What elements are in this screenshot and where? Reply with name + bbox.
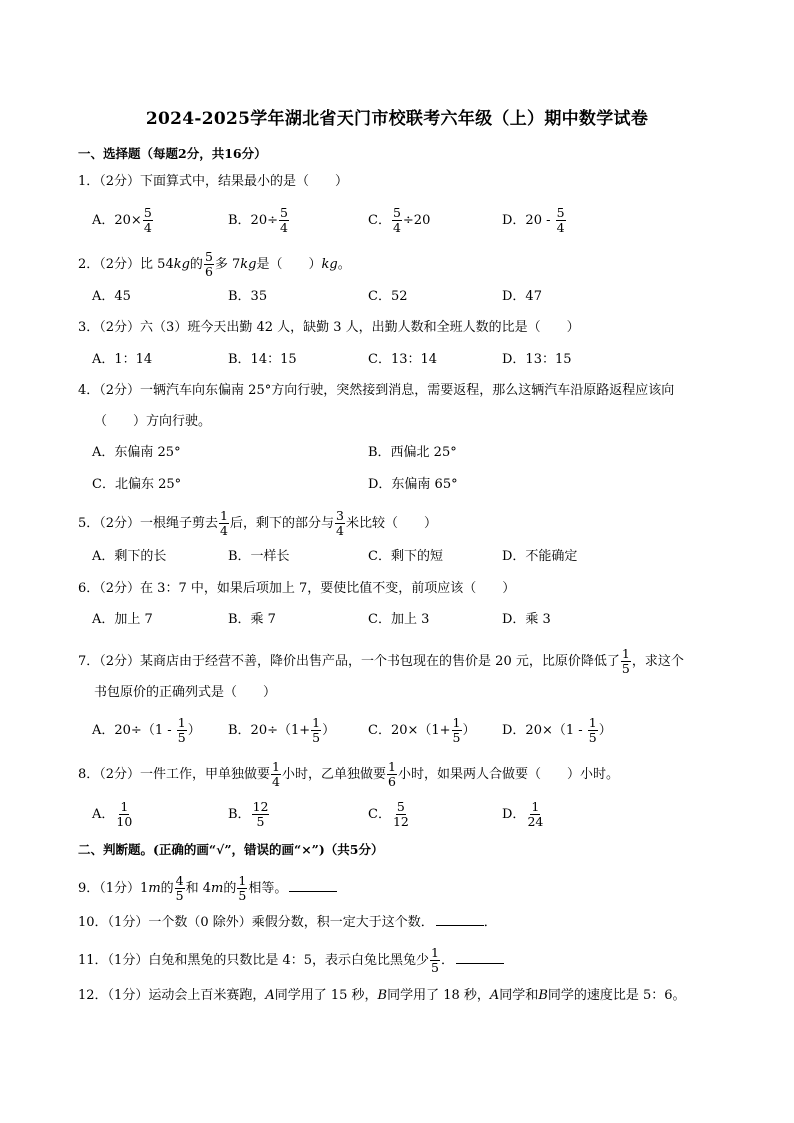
option-4d: D．东偏南 65° bbox=[368, 477, 458, 492]
question-3: 3．（2分）六（3）班今天出勤 42 人，缺勤 3 人，出勤人数和全班人数的比是（ ） bbox=[78, 320, 580, 335]
option-3b: B．14：15 bbox=[228, 352, 297, 367]
question-11: 11．（1分）白兔和黑兔的只数比是 4：5，表示白兔比黑兔少 $\frac{1}{5}$ ． bbox=[78, 946, 504, 975]
option-1c: C． $\frac{5}{4}$ ÷20 bbox=[368, 205, 431, 235]
option-1d: D．20 - $\frac{5}{4}$ bbox=[502, 205, 565, 235]
option-4b: B．西偏北 25° bbox=[368, 445, 457, 460]
question-9: 9．（1分）1m的 $\frac{4}{5}$ 和 4m的 $\frac{1}{5}$ 相等。 bbox=[78, 874, 337, 903]
option-1a: A．20× $\frac{5}{4}$ bbox=[92, 205, 152, 235]
option-3a: A．1：14 bbox=[92, 352, 153, 367]
option-1b: B．20÷ $\frac{5}{4}$ bbox=[228, 205, 288, 235]
question-10: 10．（1分）一个数（0 除外）乘假分数，积一定大于这个数． ． bbox=[78, 915, 497, 930]
option-7d: D．20×（1 - $\frac{1}{5}$ ） bbox=[502, 715, 612, 745]
option-6a: A．加上 7 bbox=[92, 612, 153, 627]
option-5a: A．剩下的长 bbox=[92, 549, 167, 564]
option-8c: C． $\frac{5}{12}$ bbox=[368, 799, 409, 829]
section-heading-choice: 一、选择题（每题2分，共16分） bbox=[78, 146, 267, 161]
option-3d: D．13：15 bbox=[502, 352, 572, 367]
option-6d: D．乘 3 bbox=[502, 612, 551, 627]
option-4c: C．北偏东 25° bbox=[92, 477, 182, 492]
option-6b: B．乘 7 bbox=[228, 612, 276, 627]
question-8: 8．（2分）一件工作，甲单独做要 $\frac{1}{4}$ 小时，乙单独做要 $\frac{1}{6}$ 小时，如果两人合做要（ ）小时。 bbox=[78, 759, 619, 789]
option-8b: B． $\frac{12}{5}$ bbox=[228, 799, 269, 829]
option-5b: B．一样长 bbox=[228, 549, 290, 564]
option-2b: B．35 bbox=[228, 289, 268, 304]
option-2c: C．52 bbox=[368, 289, 408, 304]
question-4-cont: （ ）方向行驶。 bbox=[94, 414, 212, 429]
option-8a: A． $\frac{1}{10}$ bbox=[92, 799, 133, 829]
section-heading-judgement: 二、判断题。(正确的画“√”，错误的画“×”)（共5分） bbox=[78, 842, 384, 857]
answer-blank bbox=[456, 951, 504, 964]
option-8d: D． $\frac{1}{24}$ bbox=[502, 799, 544, 829]
question-2: 2．（2分）比 54kg的 $\frac{5}{6}$ 多 7kg是（ ）kg。 bbox=[78, 249, 351, 279]
option-6c: C．加上 3 bbox=[368, 612, 430, 627]
question-7-cont: 书包原价的正确列式是（ ） bbox=[94, 685, 277, 700]
option-5c: C．剩下的短 bbox=[368, 549, 443, 564]
option-2d: D．47 bbox=[502, 289, 542, 304]
option-4a: A．东偏南 25° bbox=[92, 445, 181, 460]
question-1: 1．（2分）下面算式中，结果最小的是（ ） bbox=[78, 174, 349, 189]
question-4: 4．（2分）一辆汽车向东偏南 25°方向行驶，突然接到消息，需要返程，那么这辆汽车沿原路返程应该向 bbox=[78, 383, 675, 398]
question-5: 5．（2分）一根绳子剪去 $\frac{1}{4}$ 后，剩下的部分与 $\frac{3}{4}$ 米比较（ ） bbox=[78, 508, 437, 538]
answer-blank bbox=[436, 913, 484, 926]
option-2a: A．45 bbox=[92, 289, 131, 304]
question-7: 7．（2分）某商店由于经营不善，降价出售产品，一个书包现在的售价是 20 元，比原价降低了 $\frac{1}{5}$ ，求这个 bbox=[78, 646, 684, 676]
option-7b: B．20÷（1+ $\frac{1}{5}$ ） bbox=[228, 715, 336, 745]
option-5d: D．不能确定 bbox=[502, 549, 578, 564]
question-12: 12．（1分）运动会上百米赛跑，A同学用了 15 秒，B同学用了 18 秒，A同学和B同学的速度比是 5：6。 bbox=[78, 988, 686, 1003]
page-title: 2024-2025学年湖北省天门市校联考六年级（上）期中数学试卷 bbox=[145, 109, 649, 129]
question-6: 6．（2分）在 3：7 中，如果后项加上 7，要使比值不变，前项应该（ ） bbox=[78, 581, 516, 596]
option-3c: C．13：14 bbox=[368, 352, 438, 367]
answer-blank bbox=[289, 879, 337, 892]
option-7c: C．20×（1+ $\frac{1}{5}$ ） bbox=[368, 715, 476, 745]
option-7a: A．20÷（1 - $\frac{1}{5}$ ） bbox=[92, 715, 201, 745]
